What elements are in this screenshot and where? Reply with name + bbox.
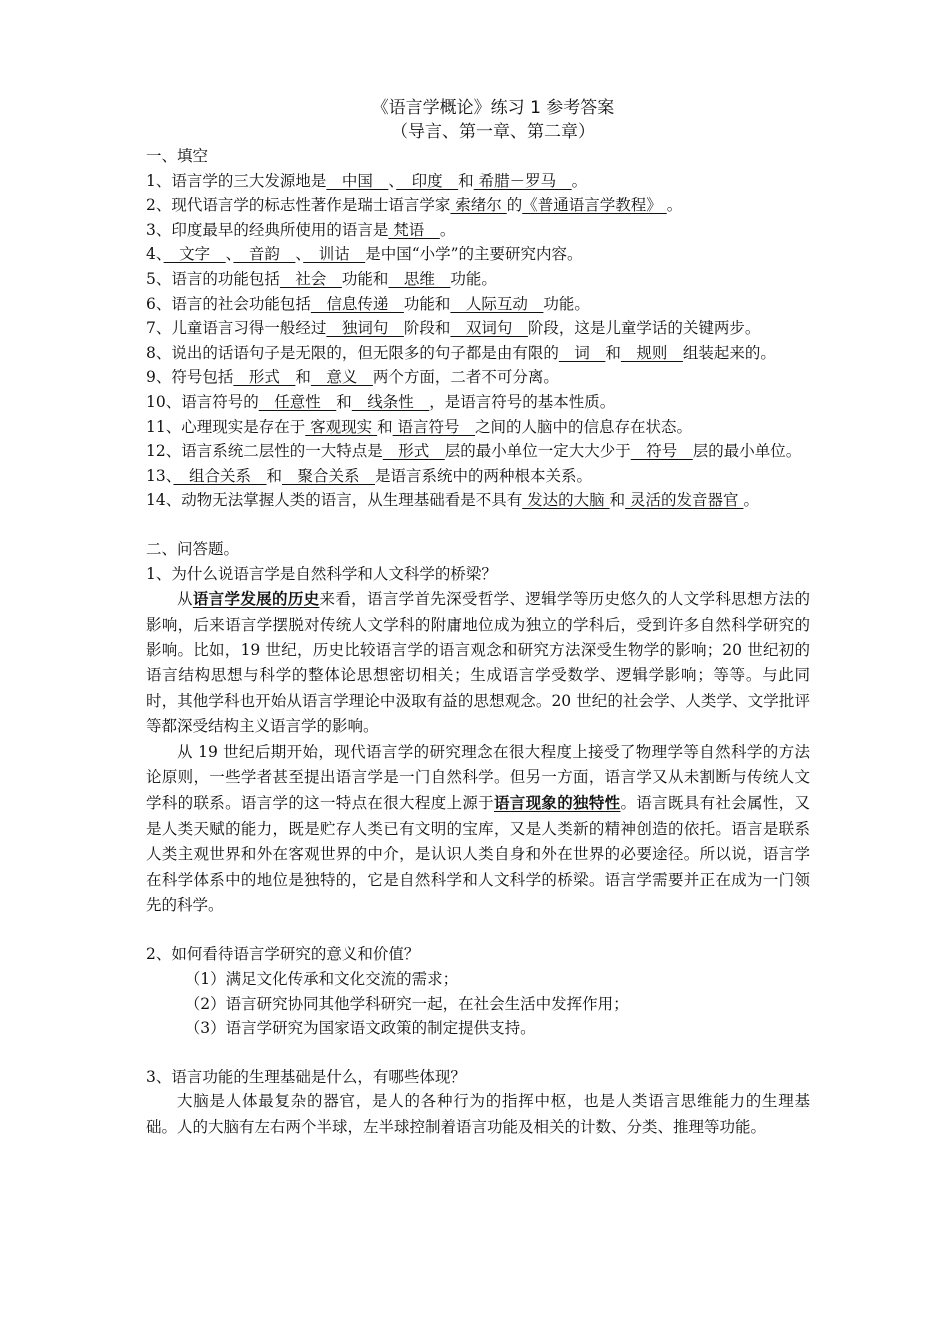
text-segment: 。 bbox=[439, 220, 456, 239]
fill-in-list bbox=[146, 169, 810, 513]
answer-blank: 形式 bbox=[382, 442, 445, 461]
answer-blank: 训诂 bbox=[303, 245, 366, 264]
question-2: 2、如何看待语言学研究的意义和价值？ bbox=[146, 945, 420, 964]
answer-blank: 文字 bbox=[163, 245, 226, 264]
text-segment: 和 bbox=[266, 466, 283, 485]
text-segment: 是中国“小学”的主要研究内容。 bbox=[365, 245, 583, 264]
text-segment: 。 bbox=[666, 196, 683, 215]
answer-blank: 印度 bbox=[396, 171, 459, 190]
text-segment: 7、儿童语言习得一般经过 bbox=[146, 319, 327, 338]
text-segment: 14、动物无法掌握人类的语言，从生理基础看是不具有 bbox=[146, 491, 523, 510]
text-segment: 和 bbox=[377, 417, 393, 436]
fill-in-item bbox=[146, 292, 810, 317]
fill-in-item bbox=[146, 341, 810, 366]
answer-blank: 双词句 bbox=[450, 319, 528, 338]
text-segment: 、 bbox=[295, 245, 304, 264]
answer-blank: 信息传递 bbox=[310, 294, 404, 313]
text-segment: 阶段和 bbox=[403, 319, 451, 338]
text-segment: 来看，语言学首先深受哲学、逻辑学等历史悠久的人文学科思想方法的影响，后来语言学摆脱对传统人文学科的附庸地位成为独立的学科后，受到许多自然科学研究的影响。比如，19 世纪，历史比较语言学的语言观念和研究方法深受生物学的影响；20 世纪初的语言结构思想与科学的整体论思想密切相关；生成语言学受数学、逻辑学影响；等等。与此同时，其他学科也开始从语言学理论中汲取有益的思想观念。20 世纪的社会学、人类学、文学批评等都深受结构主义语言学的影响。 bbox=[146, 590, 810, 736]
key-phrase: 语言现象的独特性 bbox=[493, 793, 621, 813]
answer-1-paragraph-1 bbox=[146, 586, 810, 739]
text-segment: 之间的人脑中的信息存在状态。 bbox=[475, 417, 693, 436]
answer-blank: 思维 bbox=[388, 269, 451, 288]
section1-heading: 一、填空 bbox=[146, 147, 209, 165]
answer-blank: 《普通语言学教程》 bbox=[522, 196, 667, 215]
text-segment: 和 bbox=[609, 491, 626, 510]
fill-in-item bbox=[146, 488, 810, 513]
spacer bbox=[146, 1041, 810, 1065]
text-segment: 、 bbox=[225, 245, 234, 264]
text-segment: 1、语言学的三大发源地是 bbox=[146, 171, 327, 190]
text-segment: 3、印度最早的经典所使用的语言是 bbox=[146, 220, 389, 239]
text-segment: 层的最小单位一定大大少于 bbox=[444, 442, 631, 461]
text-segment: 11、心理现实是存在于 bbox=[146, 417, 306, 436]
answer-blank: 词 bbox=[558, 343, 606, 362]
spacer bbox=[146, 918, 810, 942]
text-segment: 。 bbox=[571, 171, 588, 190]
question-1: 1、为什么说语言学是自然科学和人文科学的桥梁？ bbox=[146, 564, 497, 583]
text-segment: 是语言系统中的两种根本关系。 bbox=[375, 466, 593, 485]
text-segment: 和 bbox=[295, 368, 311, 387]
text-segment: 2、现代语言学的标志性著作是瑞士语言学家 bbox=[146, 196, 451, 215]
answer-blank: 发达的大脑 bbox=[522, 491, 610, 510]
answer-blank: 独词句 bbox=[326, 319, 404, 338]
answer-3-paragraph-1 bbox=[146, 1089, 810, 1140]
text-segment: 功能和 bbox=[403, 294, 451, 313]
question-3: 3、语言功能的生理基础是什么，有哪些体现？ bbox=[146, 1067, 466, 1086]
text-segment: 10、语言符号的 bbox=[146, 392, 259, 411]
answer-blank: 灵活的发音器官 bbox=[625, 491, 744, 510]
answer-blank: 希腊－罗马 bbox=[473, 171, 572, 190]
text-segment: 4、 bbox=[146, 245, 164, 264]
text-segment: 两个方面，二者不可分离。 bbox=[372, 368, 559, 387]
spacer bbox=[146, 513, 810, 537]
text-segment: 8、说出的话语句子是无限的，但无限多的句子都是由有限的 bbox=[146, 343, 559, 362]
fill-in-item bbox=[146, 390, 810, 415]
answer-blank: 规则 bbox=[620, 343, 683, 362]
answer-blank: 任意性 bbox=[258, 392, 337, 411]
fill-in-item bbox=[146, 169, 810, 194]
answer-blank: 线条性 bbox=[351, 392, 430, 411]
text-segment: 和 bbox=[458, 171, 474, 190]
text-segment: 9、符号包括 bbox=[146, 368, 234, 387]
fill-in-item bbox=[146, 415, 810, 440]
fill-in-item bbox=[146, 316, 810, 341]
answer-blank: 符号 bbox=[630, 442, 693, 461]
answer-blank: 形式 bbox=[233, 368, 296, 387]
text-segment: ，是语言符号的基本性质。 bbox=[429, 392, 616, 411]
answer-blank: 索绪尔 bbox=[450, 196, 507, 215]
fill-in-item bbox=[146, 218, 810, 243]
text-segment: 6、语言的社会功能包括 bbox=[146, 294, 311, 313]
document-title: 《语言学概论》练习 1 参考答案 bbox=[371, 98, 615, 118]
fill-in-item bbox=[146, 439, 810, 464]
fill-in-item bbox=[146, 464, 810, 489]
text-segment: 组装起来的。 bbox=[682, 343, 776, 362]
answer-2-point-1: （1）满足文化传承和文化交流的需求； bbox=[184, 969, 459, 988]
text-segment: 、 bbox=[388, 171, 397, 190]
fill-in-item bbox=[146, 267, 810, 292]
text-segment: 功能。 bbox=[450, 269, 497, 288]
text-segment: 和 bbox=[336, 392, 352, 411]
fill-in-item bbox=[146, 365, 810, 390]
text-segment: 从 19 世纪后期开始，现代语言学的研究理念在很大程度上接受了物理学等自然科学的方法论原则，一些学者甚至提出语言学是一门自然科学。但另一方面，语言学又从未割断与传统人文学科的联系。语言学的这一特点在很大程度上源于 bbox=[146, 742, 810, 813]
text-segment: 12、语言系统二层性的一大特点是 bbox=[146, 442, 383, 461]
text-segment: 的 bbox=[506, 196, 523, 215]
document-page bbox=[146, 96, 810, 1140]
answer-1-paragraph-2 bbox=[146, 740, 810, 919]
answer-blank: 聚合关系 bbox=[282, 466, 376, 485]
text-segment: 功能。 bbox=[543, 294, 590, 313]
text-segment: 层的最小单位。 bbox=[692, 442, 802, 461]
text-segment: 。 bbox=[743, 491, 759, 510]
fill-in-item bbox=[146, 242, 810, 267]
text-segment: 功能和 bbox=[341, 269, 389, 288]
answer-blank: 客观现实 bbox=[305, 417, 378, 436]
answer-blank: 梵语 bbox=[388, 220, 440, 239]
answer-blank: 人际互动 bbox=[450, 294, 544, 313]
text-segment: 阶段，这是儿童学话的关键两步。 bbox=[527, 319, 761, 338]
answer-blank: 语言符号 bbox=[392, 417, 476, 436]
document-subtitle: （导言、第一章、第二章） bbox=[391, 122, 595, 142]
section2-heading: 二、问答题。 bbox=[146, 539, 240, 558]
answer-blank: 意义 bbox=[310, 368, 373, 387]
answer-2-point-2: （2）语言研究协同其他学科研究一起，在社会生活中发挥作用； bbox=[184, 994, 629, 1013]
answer-blank: 组合关系 bbox=[173, 466, 267, 485]
text-segment: 和 bbox=[605, 343, 621, 362]
text-segment: 5、语言的功能包括 bbox=[146, 269, 280, 288]
text-segment: 13、 bbox=[146, 466, 174, 485]
answer-blank: 中国 bbox=[326, 171, 389, 190]
fill-in-item bbox=[146, 193, 810, 218]
key-phrase: 语言学发展的历史 bbox=[192, 589, 320, 609]
answer-blank: 音韵 bbox=[233, 245, 296, 264]
text-segment: 从 bbox=[177, 590, 193, 609]
answer-blank: 社会 bbox=[279, 269, 342, 288]
text-segment: 。语言既具有社会属性，又是人类天赋的能力，既是贮存人类已有文明的宝库，又是人类新的精神创造的依托。语言是联系人类主观世界和外在客观世界的中介，是认识人类自身和外在世界的必要途径。所以说，语言学在科学体系中的地位是独特的，它是自然科学和人文科学的桥梁。语言学需要并正在成为一门领先的科学。 bbox=[146, 794, 810, 914]
answer-2-point-3: （3）语言学研究为国家语文政策的制定提供支持。 bbox=[184, 1019, 536, 1038]
text-segment: 大脑是人体最复杂的器官，是人的各种行为的指挥中枢，也是人类语言思维能力的生理基础。人的大脑有左右两个半球，左半球控制着语言功能及相关的计数、分类、推理等功能。 bbox=[146, 1092, 810, 1136]
